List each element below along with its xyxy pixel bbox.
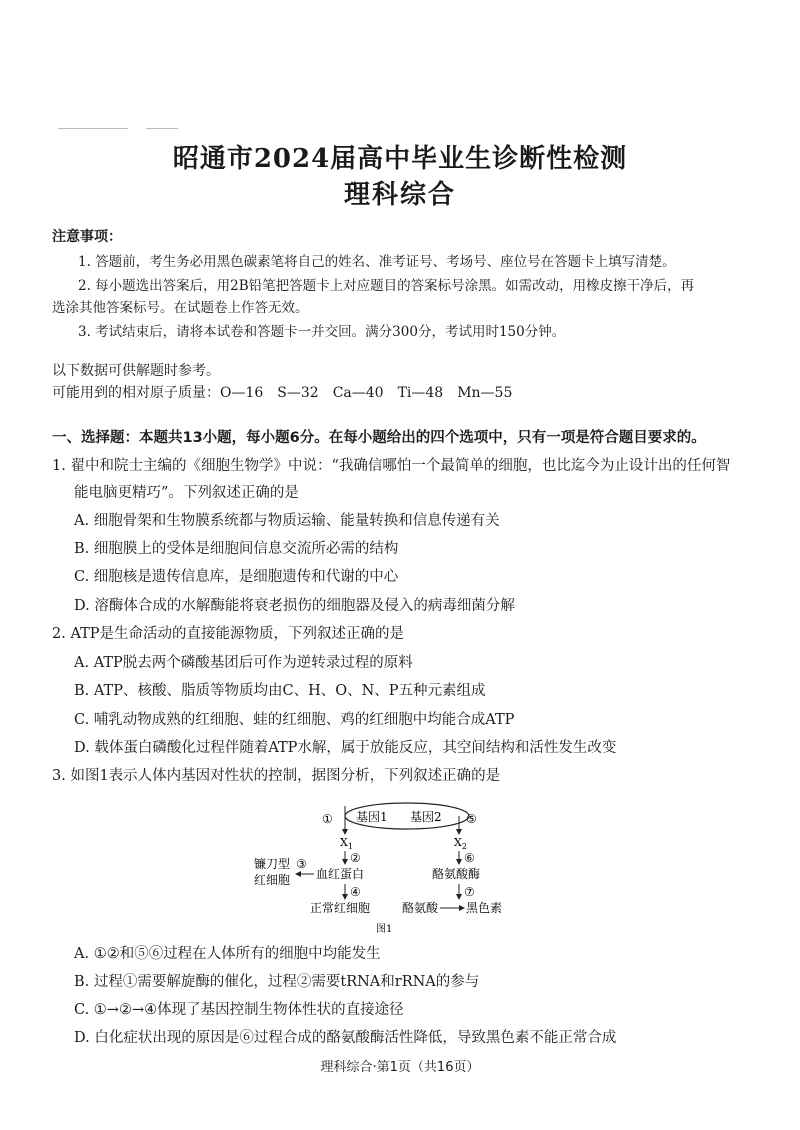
q3-stem: 3. 如图1表示人体内基因对性状的控制，据图分析，下列叙述正确的是 (52, 768, 501, 784)
q1-option-b: B. 细胞膜上的受体是细胞间信息交流所必需的结构 (74, 541, 399, 557)
notice-heading: 注意事项： (52, 229, 122, 245)
q3-option-a: A. ①②和⑤⑥过程在人体所有的细胞中均能发生 (74, 946, 381, 962)
exam-title: 昭通市2024届高中毕业生诊断性检测 (172, 144, 628, 174)
sickle-cell-label-1: 镰刀型 (254, 857, 291, 871)
gene-control-diagram (240, 796, 540, 936)
notice-item-1: 1. 答题前，考生务必用黑色碳素笔将自己的姓名、准考证号、考场号、座位号在答题卡上填写清楚。 (78, 254, 676, 270)
exam-subtitle: 理科综合 (343, 180, 456, 210)
tyrosinase-label: 酪氨酸酶 (432, 867, 481, 881)
figure-caption: 图1 (376, 924, 393, 935)
scan-mark (58, 128, 128, 129)
normal-rbc-label: 正常红细胞 (310, 901, 371, 915)
notice-item-2-cont: 选涂其他答案标号。在试题卷上作答无效。 (52, 300, 309, 316)
q1-stem: 1. 翟中和院士主编的《细胞生物学》中说：“我确信哪怕一个最简单的细胞，也比迄今为止设计出的任何智 (52, 458, 731, 474)
x2-sub: 2 (461, 842, 467, 851)
x2-label (454, 836, 467, 851)
melanin-label: 黑色素 (466, 901, 503, 915)
q2-option-a: A. ATP脱去两个磷酸基团后可作为逆转录过程的原料 (74, 655, 413, 671)
notice-item-3: 3. 考试结束后，请将本试卷和答题卡一并交回。满分300分，考试用时150分钟。 (78, 324, 566, 340)
q2-option-c: C. 哺乳动物成熟的红细胞、蛙的红细胞、鸡的红细胞中均能合成ATP (74, 712, 515, 728)
q1-stem-cont: 能电脑更精巧”。下列叙述正确的是 (74, 485, 299, 501)
x1-label (340, 836, 353, 851)
q2-stem: 2. ATP是生命活动的直接能源物质，下列叙述正确的是 (52, 626, 405, 642)
step-6: ⑥ (464, 851, 475, 865)
atomic-masses: 可能用到的相对原子质量：O—16 S—32 Ca—40 Ti—48 Mn—55 (52, 385, 513, 401)
gene1-label: 基因1 (356, 810, 388, 824)
step-5: ⑤ (466, 812, 477, 826)
step-7: ⑦ (464, 885, 475, 899)
q2-option-d: D. 载体蛋白磷酸化过程伴随着ATP水解，属于放能反应，其空间结构和活性发生改变 (74, 740, 617, 756)
q1-option-a: A. 细胞骨架和生物膜系统都与物质运输、能量转换和信息传递有关 (74, 513, 500, 529)
q3-option-c: C. ①→②→④体现了基因控制生物体性状的直接途径 (74, 1002, 404, 1018)
q1-option-c: C. 细胞核是遗传信息库，是细胞遗传和代谢的中心 (74, 569, 399, 585)
q2-option-b: B. ATP、核酸、脂质等物质均由C、H、O、N、P五种元素组成 (74, 683, 486, 699)
section-heading: 一、选择题：本题共13小题，每小题6分。在每小题给出的四个选项中，只有一项是符合题目要求的。 (52, 430, 706, 446)
step-2: ② (350, 851, 361, 865)
x1-letter: X (340, 836, 348, 849)
x2-letter: X (454, 836, 462, 849)
sickle-cell-label-2: 红细胞 (254, 873, 291, 887)
reference-intro: 以下数据可供解题时参考。 (52, 363, 220, 379)
step-3: ③ (296, 857, 307, 871)
page-footer: 理科综合·第1页（共16页） (320, 1060, 480, 1075)
hemoglobin-label: 血红蛋白 (316, 867, 365, 881)
q1-option-d: D. 溶酶体合成的水解酶能将衰老损伤的细胞器及侵入的病毒细菌分解 (74, 598, 515, 614)
q3-option-d: D. 白化症状出现的原因是⑥过程合成的酪氨酸酶活性降低，导致黑色素不能正常合成 (74, 1030, 617, 1046)
step-1: ① (322, 812, 333, 826)
step-4: ④ (350, 885, 361, 899)
gene2-label: 基因2 (410, 810, 442, 824)
scan-mark (146, 128, 178, 129)
x1-sub: 1 (347, 842, 353, 851)
tyrosine-label: 酪氨酸 (402, 901, 439, 915)
q3-option-b: B. 过程①需要解旋酶的催化，过程②需要tRNA和rRNA的参与 (74, 974, 480, 990)
notice-item-2: 2. 每小题选出答案后，用2B铅笔把答题卡上对应题目的答案标号涂黑。如需改动，用橡皮擦干净后，再 (78, 278, 695, 294)
